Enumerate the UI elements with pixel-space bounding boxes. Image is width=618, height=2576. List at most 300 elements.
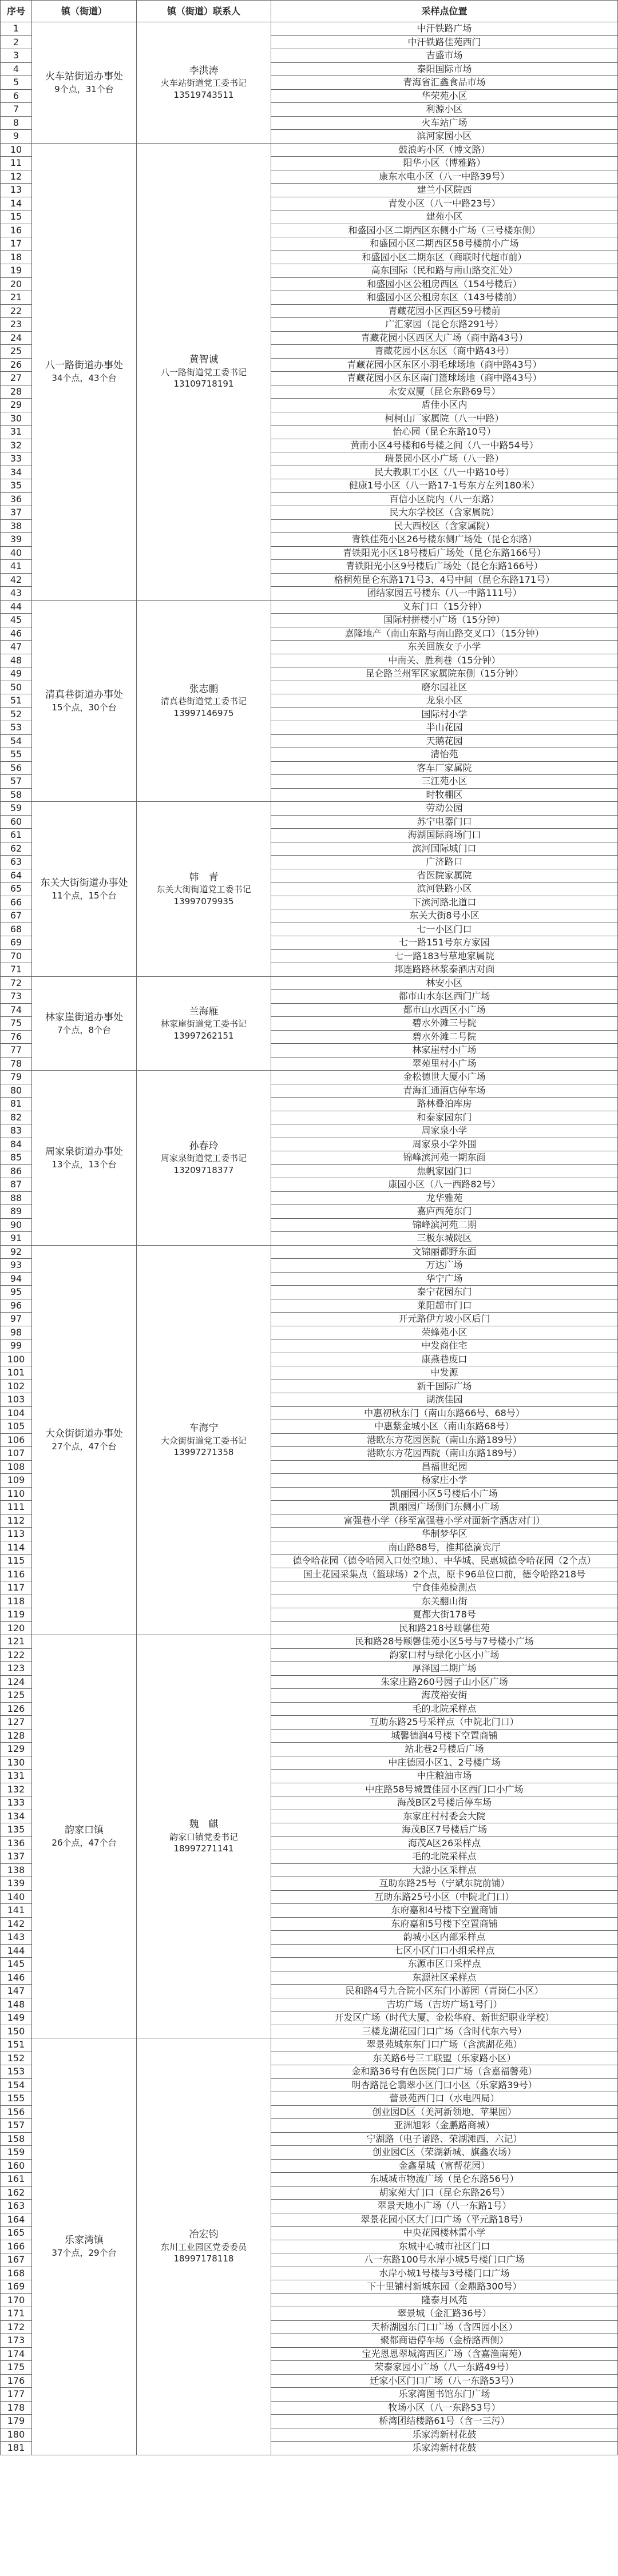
site-location: 七一小区门口 — [271, 923, 618, 936]
contact-name: 黄智诚 — [189, 353, 219, 365]
row-index: 15 — [1, 210, 32, 224]
site-location: 迁家小区门口广场（八一东路53号） — [271, 2374, 618, 2388]
site-location: 湖滨佳园 — [271, 1393, 618, 1407]
town-count: 27个点，47个台 — [52, 1441, 117, 1452]
row-index: 28 — [1, 385, 32, 399]
row-index: 138 — [1, 1863, 32, 1877]
site-location: 开元路伊方坡小区后门 — [271, 1313, 618, 1326]
contact-cell — [137, 1071, 271, 1246]
site-location: 苏宁电器门口 — [271, 815, 618, 829]
site-location: 和盛园小区公租房西区（154号楼后） — [271, 277, 618, 291]
site-location: 时牧棚区 — [271, 788, 618, 802]
row-index: 143 — [1, 1931, 32, 1945]
site-location: 东府嘉和5号楼下空置商铺 — [271, 1917, 618, 1931]
row-index: 96 — [1, 1299, 32, 1313]
site-location: 中庄德园小区1、2号楼广场 — [271, 1756, 618, 1770]
site-location: 民和路218号颐馨佳苑 — [271, 1621, 618, 1635]
row-index: 2 — [1, 35, 32, 49]
contact-phone: 13109718191 — [173, 378, 234, 389]
site-location: 中汗铁路广场 — [271, 22, 618, 36]
site-location: 青海省汇鑫食品市场 — [271, 76, 618, 90]
row-index: 104 — [1, 1406, 32, 1420]
table-row — [1, 143, 618, 157]
row-index: 3 — [1, 49, 32, 63]
site-location: 民大教职工小区（八一中路10号） — [271, 466, 618, 479]
row-index: 38 — [1, 519, 32, 533]
row-index: 97 — [1, 1313, 32, 1326]
table-row — [1, 1071, 618, 1084]
site-location: 天桥湖园东门口广场（含四园小区） — [271, 2320, 618, 2334]
site-location: 锦峰滨河苑一期东面 — [271, 1151, 618, 1165]
row-index: 112 — [1, 1514, 32, 1528]
town-count: 26个点，47个台 — [52, 1838, 117, 1848]
site-location: 义东门口（15分钟） — [271, 600, 618, 614]
site-location: 莱阳超市门口 — [271, 1299, 618, 1313]
site-location: 和盛园小区二期西区58号楼前小广场 — [271, 237, 618, 251]
site-location: 三江苑小区 — [271, 775, 618, 789]
row-index: 86 — [1, 1164, 32, 1178]
site-location: 中南关、胜利巷（15分钟） — [271, 654, 618, 667]
row-index: 178 — [1, 2401, 32, 2415]
row-index: 58 — [1, 788, 32, 802]
site-location: 周家泉小学 — [271, 1124, 618, 1138]
site-location: 七一路151号东方家园 — [271, 936, 618, 950]
row-index: 110 — [1, 1487, 32, 1501]
row-index: 53 — [1, 721, 32, 735]
site-location: 林家崖村小广场 — [271, 1044, 618, 1058]
town-cell — [32, 22, 137, 144]
site-location: 韵城小区内部采样点 — [271, 1931, 618, 1945]
site-location: 华荣苑小区 — [271, 89, 618, 103]
header-site: 采样点位置 — [271, 1, 618, 22]
table-row — [1, 600, 618, 614]
row-index: 7 — [1, 103, 32, 117]
contact-title: 清真巷街道党工委书记 — [160, 696, 247, 707]
row-index: 126 — [1, 1702, 32, 1716]
row-index: 157 — [1, 2119, 32, 2133]
site-location: 滨河铁路小区 — [271, 882, 618, 896]
row-index: 160 — [1, 2159, 32, 2173]
town-count: 15个点，30个台 — [52, 702, 117, 713]
row-index: 22 — [1, 304, 32, 318]
row-index: 57 — [1, 775, 32, 789]
row-index: 16 — [1, 224, 32, 237]
table-row — [1, 1635, 618, 1649]
site-location: 水岸小城1号楼与3号楼门口广场 — [271, 2267, 618, 2280]
row-index: 87 — [1, 1178, 32, 1192]
contact-title: 东川工业园区党委委员 — [160, 2241, 247, 2252]
site-location: 互助东路25号（宁斌东院前铺） — [271, 1877, 618, 1891]
row-index: 75 — [1, 1017, 32, 1031]
contact-title: 大众街街道党工委书记 — [160, 1435, 247, 1446]
site-location: 火车站广场 — [271, 116, 618, 130]
row-index: 32 — [1, 439, 32, 452]
site-location: 清怡苑 — [271, 748, 618, 762]
row-index: 169 — [1, 2280, 32, 2294]
site-location: 团结家园五号楼东（八一中路111号） — [271, 587, 618, 601]
site-location: 建苑小区 — [271, 210, 618, 224]
row-index: 27 — [1, 372, 32, 385]
row-index: 172 — [1, 2320, 32, 2334]
row-index: 52 — [1, 707, 32, 721]
site-location: 半山花园 — [271, 721, 618, 735]
site-location: 怡心园（昆仑东路10号） — [271, 426, 618, 439]
row-index: 179 — [1, 2415, 32, 2428]
table-row — [1, 802, 618, 816]
site-location: 下滨河路北道口 — [271, 896, 618, 909]
row-index: 154 — [1, 2078, 32, 2092]
row-index: 105 — [1, 1420, 32, 1434]
row-index: 21 — [1, 291, 32, 305]
contact-phone: 13997146975 — [173, 707, 234, 718]
town-cell — [32, 1245, 137, 1635]
contact-name: 兰海雁 — [189, 1005, 219, 1017]
site-location: 鼓浪屿小区（博文路） — [271, 143, 618, 157]
site-location: 夏都大街178号 — [271, 1608, 618, 1622]
row-index: 156 — [1, 2105, 32, 2119]
row-index: 113 — [1, 1528, 32, 1541]
row-index: 135 — [1, 1823, 32, 1837]
row-index: 50 — [1, 681, 32, 694]
site-location: 蕾景苑西门口（水电四局） — [271, 2092, 618, 2106]
row-index: 65 — [1, 882, 32, 896]
site-location: 创业园D区（美河新领地、苹果园） — [271, 2105, 618, 2119]
row-index: 165 — [1, 2227, 32, 2240]
row-index: 61 — [1, 829, 32, 842]
site-location: 青藏花园小区西区大广场（商中路43号） — [271, 331, 618, 345]
row-index: 139 — [1, 1877, 32, 1891]
site-location: 民大西校区（含家属院） — [271, 519, 618, 533]
row-index: 64 — [1, 869, 32, 882]
site-location: 康燕巷废口 — [271, 1353, 618, 1366]
row-index: 24 — [1, 331, 32, 345]
row-index: 100 — [1, 1353, 32, 1366]
site-location: 毛的北院采样点 — [271, 1702, 618, 1716]
town-count: 34个点，43个台 — [52, 372, 117, 383]
row-index: 45 — [1, 614, 32, 627]
header-contact: 镇（街道）联系人 — [137, 1, 271, 22]
site-location: 东关回族女子小学 — [271, 641, 618, 654]
site-location: 杨家庄小学 — [271, 1474, 618, 1488]
row-index: 98 — [1, 1326, 32, 1339]
site-location: 国际村拼楼小广场（15分钟） — [271, 614, 618, 627]
site-location: 翠景花园小区大门口广场（平元路18号） — [271, 2213, 618, 2227]
contact-title: 火车站街道党工委书记 — [160, 78, 247, 89]
row-index: 163 — [1, 2200, 32, 2213]
site-location: 乐家湾新村花鼓 — [271, 2428, 618, 2442]
row-index: 83 — [1, 1124, 32, 1138]
site-location: 毛的北院采样点 — [271, 1850, 618, 1864]
row-index: 151 — [1, 2038, 32, 2052]
site-location: 碧水外滩二号院 — [271, 1030, 618, 1044]
row-index: 23 — [1, 318, 32, 332]
town-name: 大众街街道办事处 — [45, 1428, 123, 1440]
row-index: 69 — [1, 936, 32, 950]
site-location: 东家庄村村委会大院 — [271, 1810, 618, 1823]
header-index: 序号 — [1, 1, 32, 22]
row-index: 8 — [1, 116, 32, 130]
site-location: 翠景城（金汇路36号） — [271, 2307, 618, 2321]
table-row — [1, 1245, 618, 1259]
site-location: 嘉隆地产（南山东路与南山路交叉口）（15分钟） — [271, 627, 618, 641]
table-row — [1, 2038, 618, 2052]
row-index: 114 — [1, 1541, 32, 1555]
town-name: 火车站街道办事处 — [45, 70, 123, 82]
site-location: 中发商住宅 — [271, 1339, 618, 1353]
row-index: 60 — [1, 815, 32, 829]
site-location: 海茂B区7号楼后广场 — [271, 1823, 618, 1837]
row-index: 174 — [1, 2347, 32, 2361]
site-location: 和盛园小区公租房东区（143号楼前） — [271, 291, 618, 305]
site-location: 七一路183号草地家属院 — [271, 949, 618, 963]
site-location: 海湖国际商场门口 — [271, 829, 618, 842]
row-index: 74 — [1, 1003, 32, 1017]
town-name: 乐家湾镇 — [65, 2235, 104, 2247]
site-location: 国土花园采集点（篮球场）2个点，原卡96单位口前，德令哈路218号 — [271, 1568, 618, 1581]
site-location: 创业园C区（荣湖新城、旗鑫农场） — [271, 2146, 618, 2160]
row-index: 146 — [1, 1971, 32, 1985]
site-location: 广济路口 — [271, 856, 618, 869]
contact-cell — [137, 143, 271, 600]
site-location: 焦帆家园门口 — [271, 1164, 618, 1178]
site-location: 金鑫星城（富帮花园） — [271, 2159, 618, 2173]
contact-phone: 18997178118 — [173, 2253, 234, 2264]
site-location: 翠景天地小广场（八一东路1号） — [271, 2200, 618, 2213]
site-location: 海茂裕安街 — [271, 1689, 618, 1703]
row-index: 118 — [1, 1595, 32, 1608]
contact-name: 张志鹏 — [189, 683, 219, 695]
row-index: 19 — [1, 264, 32, 278]
row-index: 159 — [1, 2146, 32, 2160]
site-location: 昆仑路兰州军区家属院东侧（15分钟） — [271, 667, 618, 681]
row-index: 78 — [1, 1057, 32, 1071]
site-location: 省医院家属院 — [271, 869, 618, 882]
row-index: 84 — [1, 1138, 32, 1151]
site-location: 文锦丽都野东面 — [271, 1245, 618, 1259]
site-location: 磨尔园社区 — [271, 681, 618, 694]
site-location: 锦峰滨河苑二期 — [271, 1218, 618, 1232]
row-index: 144 — [1, 1944, 32, 1958]
contact-name: 车海宁 — [189, 1422, 219, 1434]
site-location: 青铁阳光小区18号楼后广场处（昆仑东路166号） — [271, 546, 618, 560]
row-index: 10 — [1, 143, 32, 157]
site-location: 翠苑里村小广场 — [271, 1057, 618, 1071]
row-index: 94 — [1, 1272, 32, 1286]
row-index: 171 — [1, 2307, 32, 2321]
row-index: 153 — [1, 2065, 32, 2079]
site-location: 三楼龙湖花园门口广场（含时代东六号） — [271, 2025, 618, 2038]
row-index: 11 — [1, 157, 32, 170]
row-index: 4 — [1, 62, 32, 76]
row-index: 77 — [1, 1044, 32, 1058]
contact-phone: 13997271358 — [173, 1447, 234, 1458]
site-location: 中央花园楼林雷小学 — [271, 2227, 618, 2240]
row-index: 125 — [1, 1689, 32, 1703]
row-index: 155 — [1, 2092, 32, 2106]
row-index: 121 — [1, 1635, 32, 1649]
site-location: 永安双厦（昆仑东路69号） — [271, 385, 618, 399]
site-location: 城馨德润4号楼下空置商铺 — [271, 1729, 618, 1743]
site-location: 中汗铁路佳苑西门 — [271, 35, 618, 49]
row-index: 67 — [1, 909, 32, 923]
town-cell — [32, 2038, 137, 2455]
site-location: 东关翻山街 — [271, 1595, 618, 1608]
row-index: 42 — [1, 573, 32, 587]
site-location: 胡家苑大门口（昆仑东路26号） — [271, 2186, 618, 2200]
row-index: 13 — [1, 184, 32, 197]
contact-phone: 13519743511 — [173, 89, 234, 100]
contact-title: 东关大街街道党工委书记 — [156, 884, 251, 895]
site-location: 龙泉小区 — [271, 694, 618, 708]
site-location: 劳动公园 — [271, 802, 618, 816]
site-location: 万达广场 — [271, 1259, 618, 1273]
site-location: 金松德世大厦小广场 — [271, 1071, 618, 1084]
site-location: 青藏花园小区东区南门篮球场地（商中路43号） — [271, 372, 618, 385]
site-location: 柯柯山厂家属院（八一中路） — [271, 412, 618, 426]
site-location: 滨河国际城门口 — [271, 842, 618, 856]
row-index: 150 — [1, 2025, 32, 2038]
site-location: 聚都商语停车场（金桥路西侧） — [271, 2334, 618, 2348]
row-index: 166 — [1, 2240, 32, 2253]
site-location: 青藏花园小区东区（商中路43号） — [271, 345, 618, 359]
row-index: 108 — [1, 1460, 32, 1474]
site-location: 龙华雅苑 — [271, 1191, 618, 1205]
site-location: 中发源 — [271, 1366, 618, 1380]
row-index: 40 — [1, 546, 32, 560]
row-index: 103 — [1, 1393, 32, 1407]
row-index: 26 — [1, 358, 32, 372]
row-index: 76 — [1, 1030, 32, 1044]
site-location: 吉盛市场 — [271, 49, 618, 63]
row-index: 20 — [1, 277, 32, 291]
site-location: 邦连路路林浆泰酒店对面 — [271, 963, 618, 977]
row-index: 167 — [1, 2253, 32, 2267]
site-location: 厚泽园二期广场 — [271, 1662, 618, 1676]
site-location: 东关路6号三工联盟（乐家路小区） — [271, 2052, 618, 2065]
site-location: 德令哈花园（德令哈园入口处空地）、中华城、民惠城德令哈花园（2个点） — [271, 1555, 618, 1568]
site-location: 华宁广场 — [271, 1272, 618, 1286]
row-index: 131 — [1, 1770, 32, 1783]
site-location: 百信小区院内（八一东路） — [271, 492, 618, 506]
town-name: 八一路街道办事处 — [45, 359, 123, 371]
contact-cell — [137, 2038, 271, 2455]
contact-phone: 18997271141 — [173, 1843, 234, 1854]
contact-cell — [137, 976, 271, 1071]
site-location: 康东水电小区（八一中路39号） — [271, 170, 618, 184]
row-index: 117 — [1, 1581, 32, 1595]
row-index: 55 — [1, 748, 32, 762]
header-row — [1, 1, 618, 22]
row-index: 33 — [1, 452, 32, 466]
row-index: 148 — [1, 1998, 32, 2011]
row-index: 12 — [1, 170, 32, 184]
row-index: 102 — [1, 1380, 32, 1393]
town-name: 韵家口镇 — [65, 1824, 104, 1836]
site-location: 青藏花园小区西区59号楼前 — [271, 304, 618, 318]
site-location: 桥湾团结楼路61号（含一三污） — [271, 2415, 618, 2428]
row-index: 36 — [1, 492, 32, 506]
site-location: 大源小区采样点 — [271, 1863, 618, 1877]
contact-cell — [137, 22, 271, 144]
row-index: 63 — [1, 856, 32, 869]
header-town: 镇（街道） — [32, 1, 137, 22]
row-index: 62 — [1, 842, 32, 856]
site-location: 隆泰月风苑 — [271, 2293, 618, 2307]
row-index: 43 — [1, 587, 32, 601]
site-location: 都市山水西区小广场 — [271, 1003, 618, 1017]
row-index: 29 — [1, 399, 32, 412]
row-index: 107 — [1, 1447, 32, 1461]
town-cell — [32, 976, 137, 1071]
row-index: 142 — [1, 1917, 32, 1931]
site-location: 翠景苑城东东门口广场（含滨湖花苑） — [271, 2038, 618, 2052]
contact-title: 八一路街道党工委书记 — [160, 367, 247, 377]
site-location: 港欧东方花园医院（南山东路189号） — [271, 1433, 618, 1447]
site-location: 乐家湾新村花鼓 — [271, 2442, 618, 2455]
site-location: 健康1号小区（八一路17-1号东方左列180米） — [271, 479, 618, 493]
row-index: 30 — [1, 412, 32, 426]
site-location: 七区小区门口小组采样点 — [271, 1944, 618, 1958]
table-header — [1, 1, 618, 22]
site-location: 东城城市物流广场（昆仑东路56号） — [271, 2173, 618, 2187]
row-index: 173 — [1, 2334, 32, 2348]
row-index: 46 — [1, 627, 32, 641]
row-index: 122 — [1, 1648, 32, 1662]
site-location: 青发小区（八一中路23号） — [271, 197, 618, 210]
row-index: 147 — [1, 1985, 32, 1998]
row-index: 162 — [1, 2186, 32, 2200]
site-location: 富强巷小学（移至富强巷小学对面新字酒店对门） — [271, 1514, 618, 1528]
row-index: 37 — [1, 506, 32, 520]
row-index: 54 — [1, 734, 32, 748]
contact-cell — [137, 802, 271, 977]
row-index: 85 — [1, 1151, 32, 1165]
contact-cell — [137, 1245, 271, 1635]
row-index: 5 — [1, 76, 32, 90]
town-cell — [32, 600, 137, 802]
row-index: 34 — [1, 466, 32, 479]
row-index: 59 — [1, 802, 32, 816]
row-index: 25 — [1, 345, 32, 359]
row-index: 70 — [1, 949, 32, 963]
site-location: 凯丽园广场侧门东侧小广场 — [271, 1501, 618, 1514]
row-index: 181 — [1, 2442, 32, 2455]
row-index: 6 — [1, 89, 32, 103]
table-row — [1, 976, 618, 990]
row-index: 129 — [1, 1743, 32, 1756]
row-index: 68 — [1, 923, 32, 936]
row-index: 164 — [1, 2213, 32, 2227]
row-index: 99 — [1, 1339, 32, 1353]
site-location: 国际村小学 — [271, 707, 618, 721]
town-name: 林家崖街道办事处 — [45, 1011, 123, 1023]
site-location: 八一东路100号水岸小城5号楼门口广场 — [271, 2253, 618, 2267]
row-index: 175 — [1, 2361, 32, 2375]
row-index: 123 — [1, 1662, 32, 1676]
site-location: 客车厂家属院 — [271, 761, 618, 775]
site-location: 都市山水东区西门广场 — [271, 990, 618, 1004]
row-index: 170 — [1, 2293, 32, 2307]
row-index: 35 — [1, 479, 32, 493]
site-location: 互助东路25号采样点（中院北门口） — [271, 1716, 618, 1730]
town-count: 37个点，29个台 — [52, 2248, 117, 2259]
site-location: 利源小区 — [271, 103, 618, 117]
row-index: 66 — [1, 896, 32, 909]
site-location: 宁食佳苑检测点 — [271, 1581, 618, 1595]
contact-name: 李洪涛 — [189, 65, 219, 77]
row-index: 136 — [1, 1836, 32, 1850]
site-location: 泰宁花园东门 — [271, 1286, 618, 1299]
